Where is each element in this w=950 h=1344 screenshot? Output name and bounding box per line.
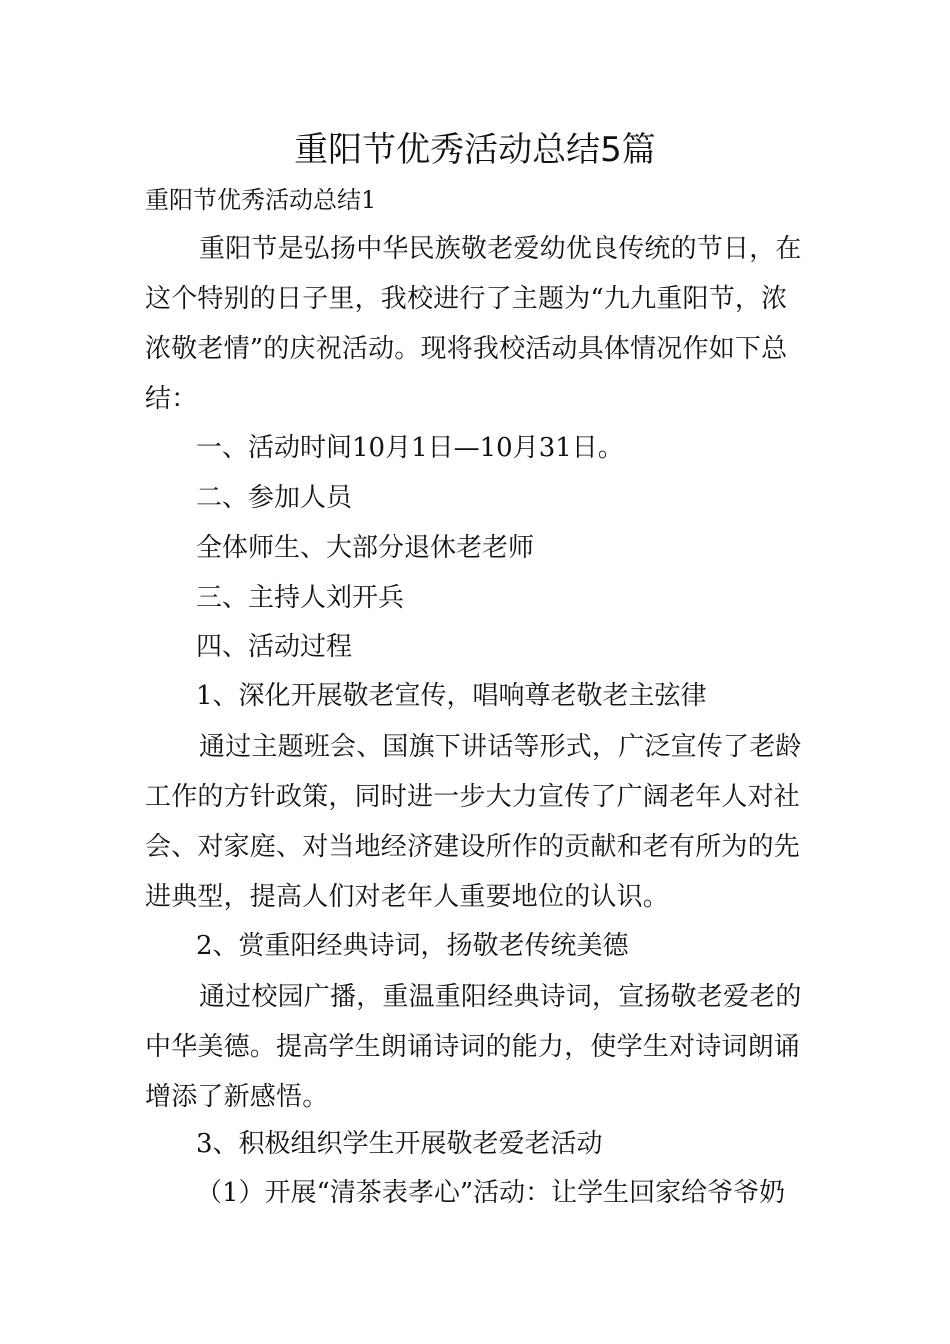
- sub2-title: 2、赏重阳经典诗词，扬敬老传统美德: [196, 931, 629, 961]
- sub2-body: 通过校园广播，重温重阳经典诗词，宣扬敬老爱老的中华美德。提高学生朗诵诗词的能力，使学生对诗词朗诵增添了新感悟。: [145, 982, 802, 1112]
- section-subtitle: 重阳节优秀活动总结1: [145, 186, 377, 214]
- intro-paragraph: 重阳节是弘扬中华民族敬老爱幼优良传统的节日，在这个特别的日子里，我校进行了主题为“九九重阳节，浓浓敬老情”的庆祝活动。现将我校活动具体情况作如下总结：: [145, 234, 802, 414]
- document-title: 重阳节优秀活动总结5篇: [294, 130, 656, 170]
- item-host: 三、主持人刘开兵: [196, 583, 405, 613]
- item-activity-time: 一、活动时间10月1日—10月31日。: [196, 433, 624, 463]
- participants-detail: 全体师生、大部分退休老老师: [196, 533, 535, 563]
- sub3-item1: （1）开展“清茶表孝心”活动：让学生回家给爷爷奶: [196, 1178, 786, 1208]
- sub1-title: 1、深化开展敬老宣传，唱响尊老敬老主弦律: [196, 681, 707, 711]
- sub1-body: 通过主题班会、国旗下讲话等形式，广泛宣传了老龄工作的方针政策，同时进一步大力宣传了广阔老年人对社会、对家庭、对当地经济建设所作的贡献和老有所为的先进典型，提高人们对老年人重要地位的认识。: [145, 732, 802, 912]
- sub3-title: 3、积极组织学生开展敬老爱老活动: [196, 1129, 603, 1159]
- item-participants: 二、参加人员: [196, 483, 353, 513]
- item-process: 四、活动过程: [196, 632, 353, 662]
